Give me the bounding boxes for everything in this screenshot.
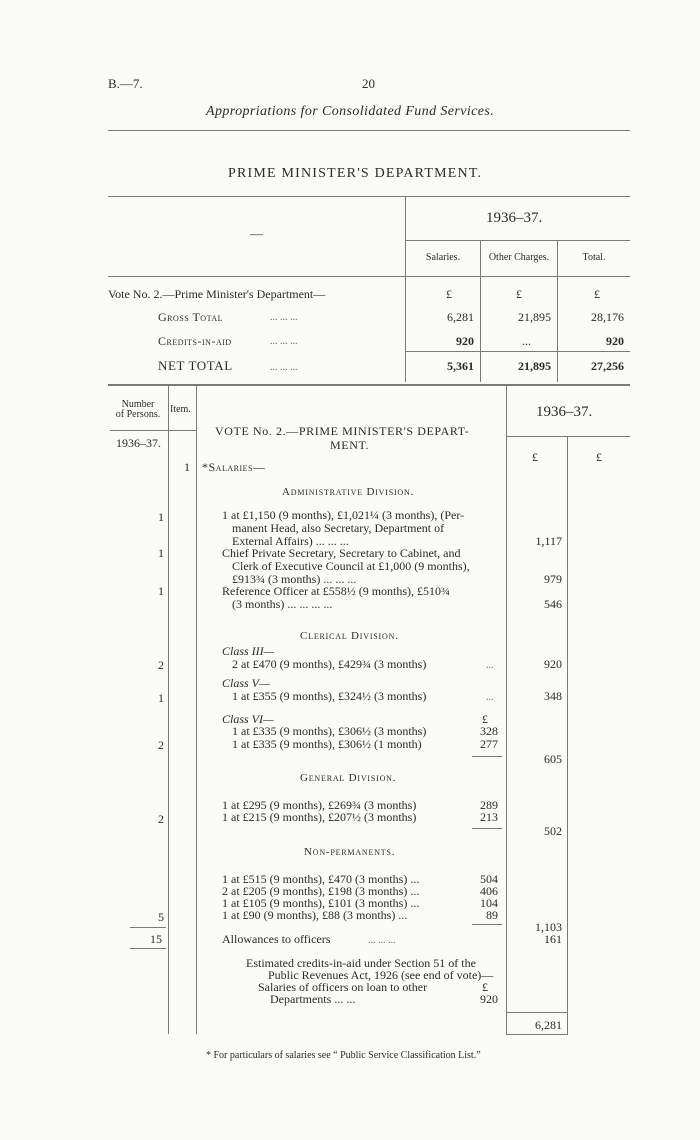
header-rule (108, 130, 630, 131)
amount: 1,103 (535, 920, 562, 934)
amount: 979 (544, 572, 562, 586)
amount: 104 (480, 896, 498, 910)
grand-total: 6,281 (535, 1018, 562, 1032)
currency-symbol: £ (482, 712, 488, 726)
class-label: Class VI— (222, 712, 274, 726)
general-heading: General Division. (300, 772, 397, 784)
detail-year: 1936–37. (536, 404, 593, 420)
line-text: 1 at £355 (9 months), £324½ (3 months) (232, 689, 427, 703)
col-number-of-persons: Number of Persons. (115, 399, 161, 420)
persons-total: 15 (150, 932, 162, 946)
amount: 502 (544, 824, 562, 838)
detail-divider (567, 436, 568, 1034)
col-other-header: Other Charges. (488, 252, 550, 263)
line-text: Reference Officer at £558½ (9 months), £510¾ (222, 584, 451, 598)
persons-count: 2 (158, 658, 164, 672)
line-text: Clerk of Executive Council at £1,000 (9 months), (232, 559, 470, 573)
line-text: Public Revenues Act, 1926 (see end of vote)— (268, 968, 494, 982)
detail-rule (506, 436, 630, 437)
col-salaries-header: Salaries. (425, 252, 461, 263)
class-label: Class III— (222, 644, 275, 658)
line-text: 2 at £205 (9 months), £198 (3 months) ... (222, 884, 420, 898)
line-text: Chief Private Secretary, Secretary to Cabinet, and (222, 546, 461, 560)
clerical-heading: Clerical Division. (300, 630, 399, 642)
amount: 406 (480, 884, 498, 898)
leader-dots: ... (486, 660, 494, 671)
department-title: PRIME MINISTER'S DEPARTMENT. (228, 166, 483, 181)
persons-count: 2 (158, 738, 164, 752)
persons-year: 1936–37. (116, 436, 161, 450)
line-text: 1 at £1,150 (9 months), £1,021¼ (3 months), (Per- (222, 508, 465, 522)
gross-other: 21,895 (518, 310, 551, 324)
page-number: 20 (362, 76, 375, 91)
credits-other: ... (522, 334, 531, 348)
amount: 328 (480, 724, 498, 738)
line-text: 1 at £90 (9 months), £88 (3 months) ... (222, 908, 408, 922)
persons-count: 2 (158, 812, 164, 826)
line-text: 1 at £215 (9 months), £207½ (3 months) (222, 810, 417, 824)
persons-count: 1 (158, 546, 164, 560)
net-other: 21,895 (518, 359, 551, 373)
amount: 277 (480, 737, 498, 751)
amount: 348 (544, 689, 562, 703)
footnote: * For particulars of salaries see “ Public Service Classification List.” (206, 1050, 481, 1061)
persons-total-rule (130, 927, 166, 928)
salaries-heading: *Salaries— (202, 460, 266, 474)
line-text: Salaries of officers on loan to other (258, 980, 428, 994)
line-text: 1 at £295 (9 months), £269¾ (3 months) (222, 798, 417, 812)
gross-total: 28,176 (591, 310, 624, 324)
page-reference: B.—7. (108, 76, 143, 91)
line-text: 1 at £515 (9 months), £470 (3 months) ... (222, 872, 420, 886)
gross-salaries: 6,281 (447, 310, 474, 324)
subtotal-rule (472, 756, 502, 757)
credits-total: 920 (606, 334, 624, 348)
net-total-label: NET TOTAL (158, 358, 233, 373)
currency-symbol: £ (482, 980, 488, 994)
currency-symbol: £ (596, 450, 602, 464)
currency-symbol: £ (516, 287, 522, 301)
subtotal-rule (472, 828, 502, 829)
summary-divider (405, 196, 406, 382)
summary-rule (405, 240, 630, 241)
vote-label: Vote No. 2.—Prime Minister's Department— (108, 287, 326, 301)
detail-divider (196, 386, 197, 1034)
line-text: 1 at £335 (9 months), £306½ (1 month) (232, 737, 422, 751)
grand-total-rule (506, 1034, 568, 1035)
nonperm-heading: Non-permanents. (304, 846, 396, 858)
credits-label: Credits-in-aid (158, 334, 232, 348)
currency-symbol: £ (532, 450, 538, 464)
subtotal-rule (472, 924, 502, 925)
summary-rule (108, 276, 630, 277)
amount: 1,117 (535, 534, 562, 548)
page-subtitle: Appropriations for Consolidated Fund Services. (206, 104, 495, 119)
grand-total-rule (506, 1012, 568, 1013)
vote-title: MENT. (330, 438, 370, 452)
line-text: 1 at £105 (9 months), £101 (3 months) ... (222, 896, 420, 910)
vote-title: VOTE No. 2.—PRIME MINISTER'S DEPART- (215, 424, 470, 438)
col-total-header: Total. (582, 252, 606, 263)
gross-total-label: Gross Total (158, 310, 223, 324)
detail-rule (110, 430, 196, 431)
line-text: £913¾ (3 months) ... ... ... (232, 572, 357, 586)
currency-symbol: £ (594, 287, 600, 301)
summary-top-rule (108, 196, 630, 197)
line-text: External Affairs) ... ... ... (232, 534, 349, 548)
col-item: Item. (170, 404, 191, 415)
persons-total-rule (130, 948, 166, 949)
class-label: Class V— (222, 676, 270, 690)
amount: 89 (486, 908, 498, 922)
line-text: Estimated credits-in-aid under Section 51 of the (246, 956, 476, 970)
net-total: 27,256 (591, 359, 624, 373)
allowances-label: Allowances to officers (222, 932, 331, 946)
line-text: manent Head, also Secretary, Department of (232, 521, 445, 535)
amount: 546 (544, 597, 562, 611)
amount: 920 (480, 992, 498, 1006)
amount: 504 (480, 872, 498, 886)
amount: 920 (544, 657, 562, 671)
leader-dots: ... ... ... (270, 336, 298, 347)
detail-top-rule (108, 384, 630, 386)
summary-rule (405, 351, 630, 352)
leader-dots: ... (486, 692, 494, 703)
amount: 161 (544, 932, 562, 946)
persons-count: 5 (158, 910, 164, 924)
net-salaries: 5,361 (447, 359, 474, 373)
line-text: Departments ... ... (270, 992, 356, 1006)
summary-dash: — (250, 226, 263, 241)
admin-heading: Administrative Division. (282, 486, 415, 498)
persons-count: 1 (158, 584, 164, 598)
detail-divider (168, 386, 169, 1034)
summary-year: 1936–37. (486, 210, 543, 226)
leader-dots: ... ... ... (270, 312, 298, 323)
persons-count: 1 (158, 691, 164, 705)
persons-count: 1 (158, 510, 164, 524)
leader-dots: ... ... ... (368, 935, 396, 946)
line-text: 2 at £470 (9 months), £429¾ (3 months) (232, 657, 427, 671)
credits-salaries: 920 (456, 334, 474, 348)
line-text: 1 at £335 (9 months), £306½ (3 months) (232, 724, 427, 738)
line-text: (3 months) ... ... ... ... (232, 597, 333, 611)
leader-dots: ... ... ... (270, 362, 298, 373)
amount: 605 (544, 752, 562, 766)
item-number: 1 (184, 460, 190, 474)
amount: 213 (480, 810, 498, 824)
currency-symbol: £ (446, 287, 452, 301)
amount: 289 (480, 798, 498, 812)
